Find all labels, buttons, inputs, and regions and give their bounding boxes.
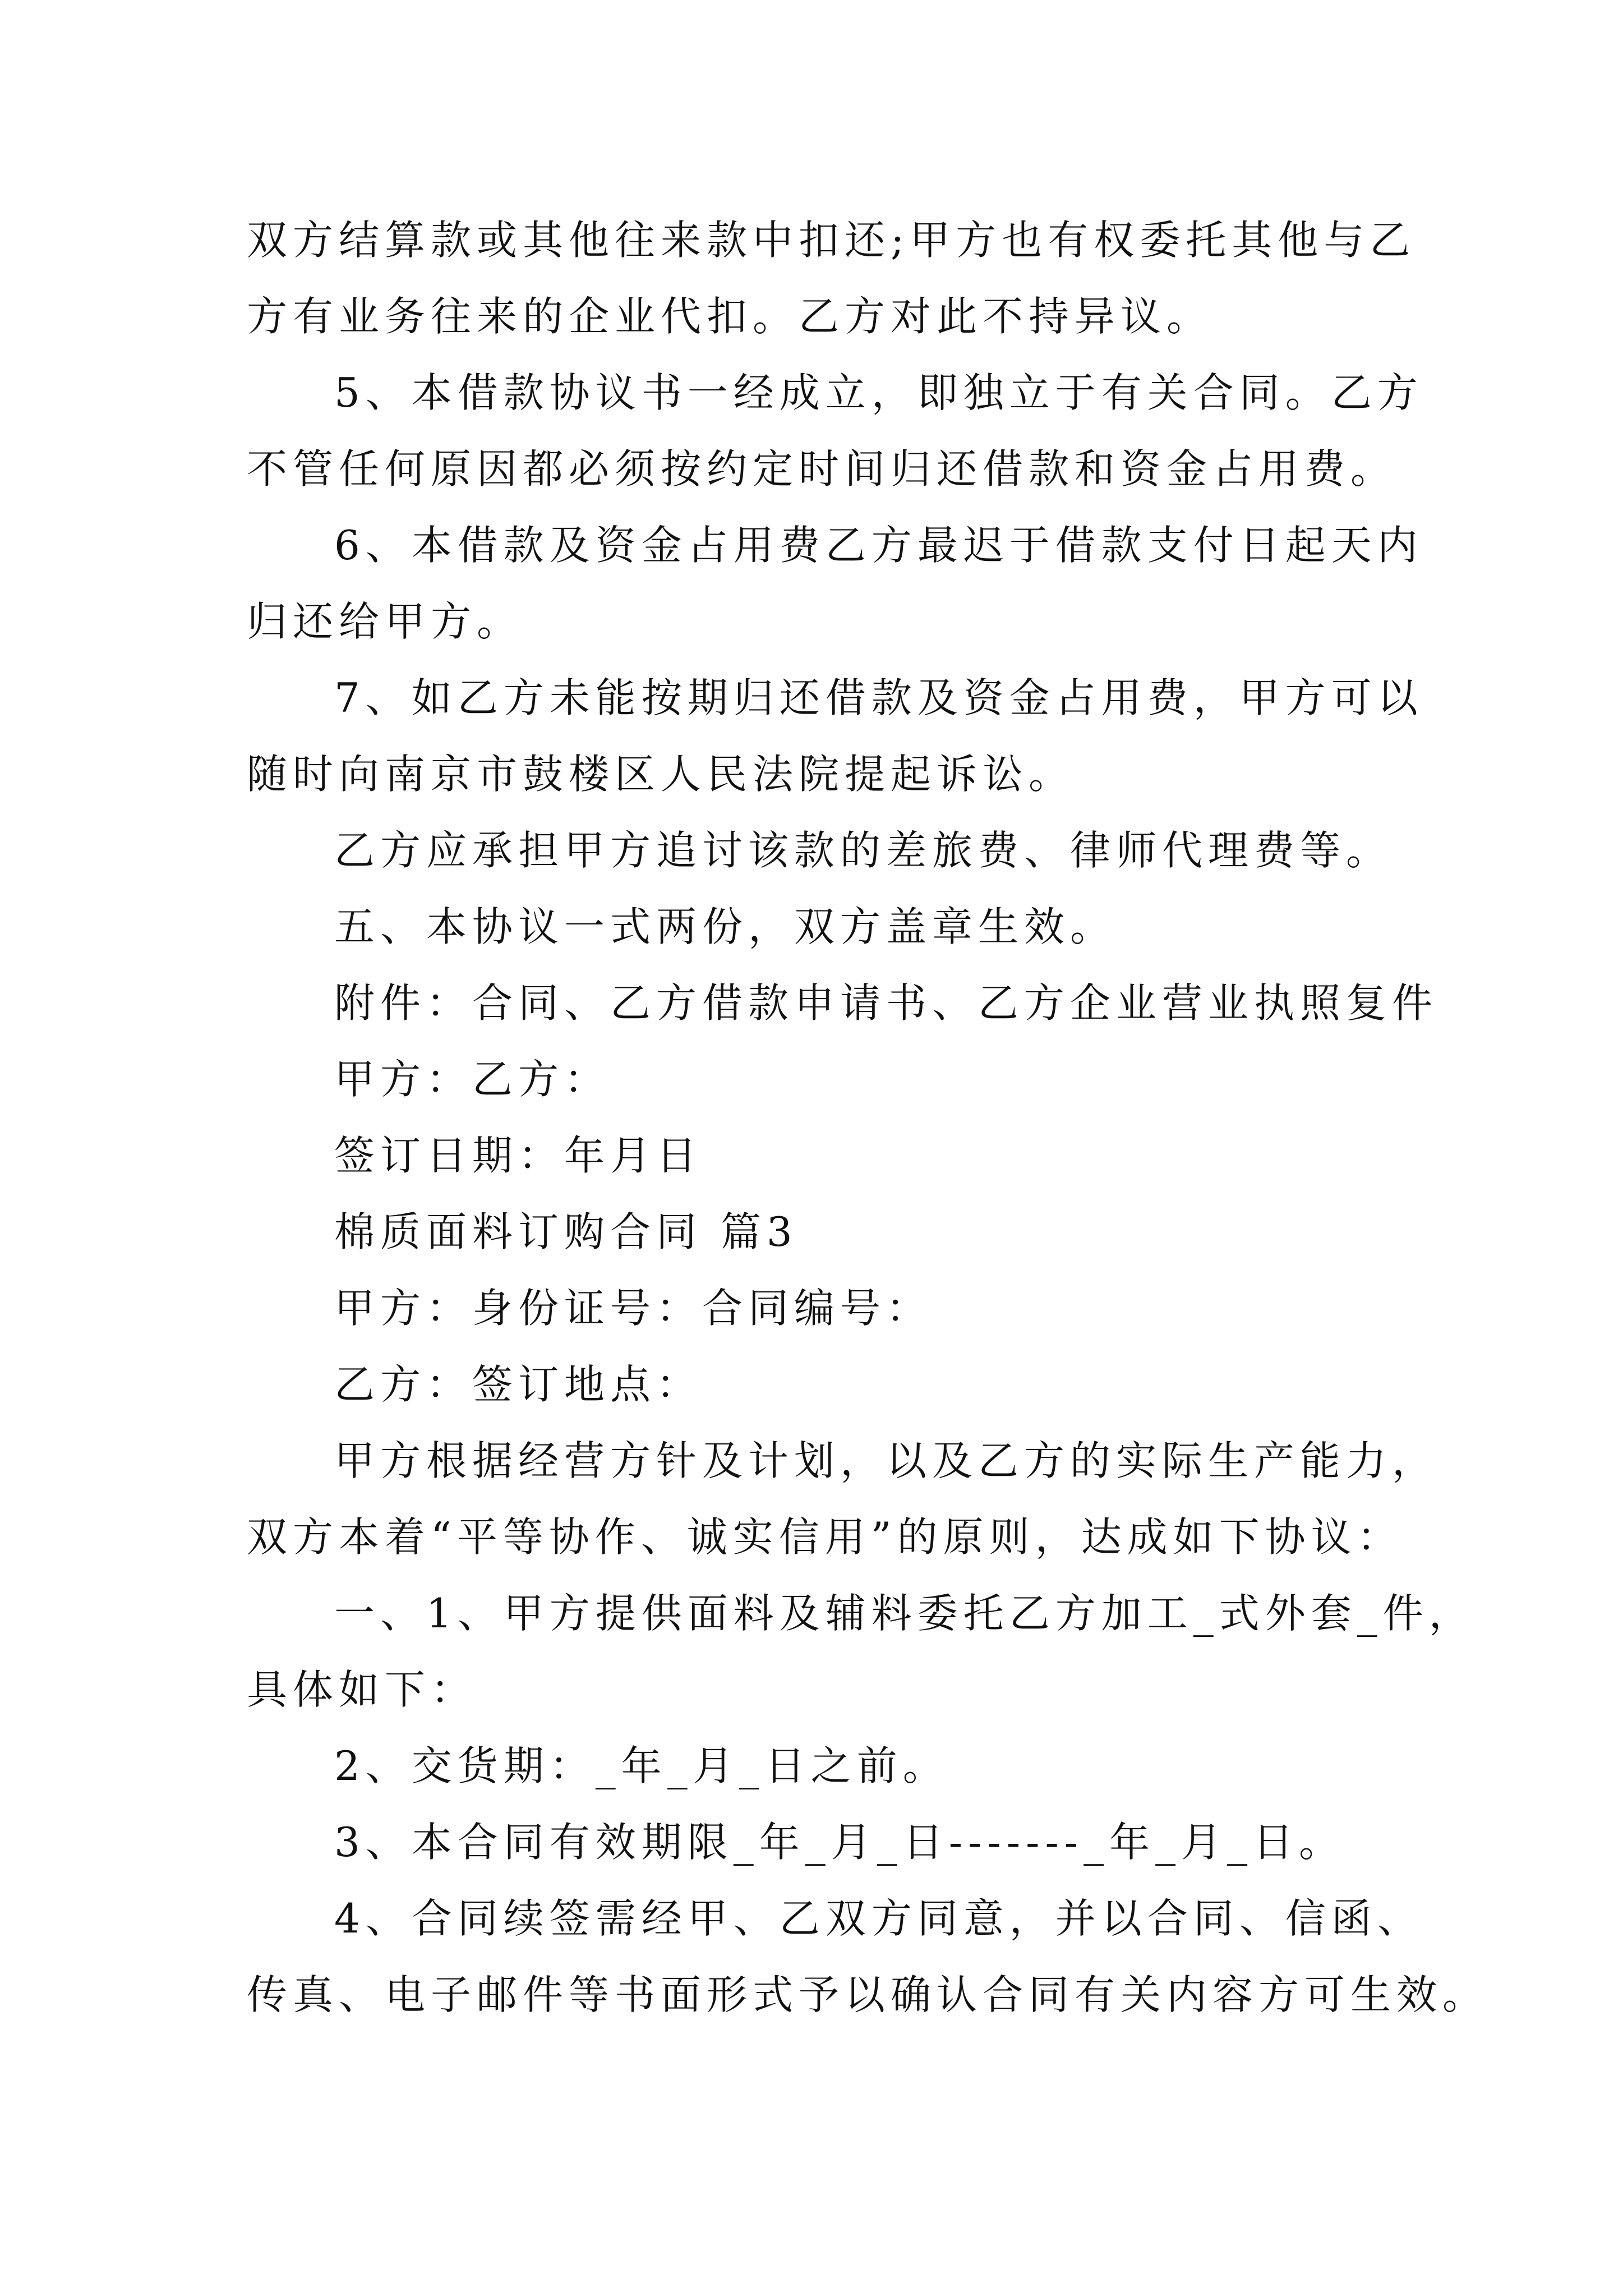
text-line: 乙方应承担甲方追讨该款的差旅费、律师代理费等。 [334, 827, 1393, 874]
text-line: 附件：合同、乙方借款申请书、乙方企业营业执照复件 [334, 979, 1438, 1027]
text-line: 3、本合同有效期限_年_月_日-------_年_月_日。 [334, 1819, 1345, 1866]
text-line: 甲方根据经营方针及计划，以及乙方的实际生产能力， [334, 1437, 1438, 1484]
text-line: 随时向南京市鼓楼区人民法院提起诉讼。 [247, 751, 1075, 798]
text-line: 7、如乙方未能按期归还借款及资金占用费，甲方可以 [334, 674, 1423, 721]
text-line: 双方结算款或其他往来款中扣还;甲方也有权委托其他与乙 [247, 217, 1416, 264]
text-line: 甲方：乙方： [334, 1056, 611, 1103]
text-line: 双方本着“平等协作、诚实信用”的原则，达成如下协议： [247, 1513, 1403, 1561]
document-body [247, 202, 1489, 2033]
text-line: 2、交货期：_年_月_日之前。 [334, 1742, 949, 1789]
text-line: 一、1、甲方提供面料及辅料委托乙方加工_式外套_件， [334, 1590, 1475, 1637]
text-line: 五、本协议一式两份，双方盖章生效。 [334, 903, 1117, 950]
text-line: 签订日期：年月日 [334, 1132, 703, 1179]
text-line: 传真、电子邮件等书面形式予以确认合同有关内容方可生效。 [247, 1971, 1489, 2018]
text-line: 5、本借款协议书一经成立，即独立于有关合同。乙方 [334, 369, 1423, 416]
section-heading: 棉质面料订购合同 篇3 [334, 1208, 798, 1255]
text-line: 甲方：身份证号：合同编号： [334, 1285, 933, 1332]
text-line: 6、本借款及资金占用费乙方最迟于借款支付日起天内 [334, 522, 1423, 569]
text-line: 乙方：签订地点： [334, 1361, 703, 1408]
text-line: 方有业务往来的企业代扣。乙方对此不持异议。 [247, 293, 1213, 340]
text-line: 具体如下： [247, 1666, 477, 1713]
text-line: 不管任何原因都必须按约定时间归还借款和资金占用费。 [247, 445, 1397, 493]
text-line: 4、合同续签需经甲、乙双方同意，并以合同、信函、 [334, 1895, 1423, 1942]
text-line: 归还给甲方。 [247, 598, 523, 645]
